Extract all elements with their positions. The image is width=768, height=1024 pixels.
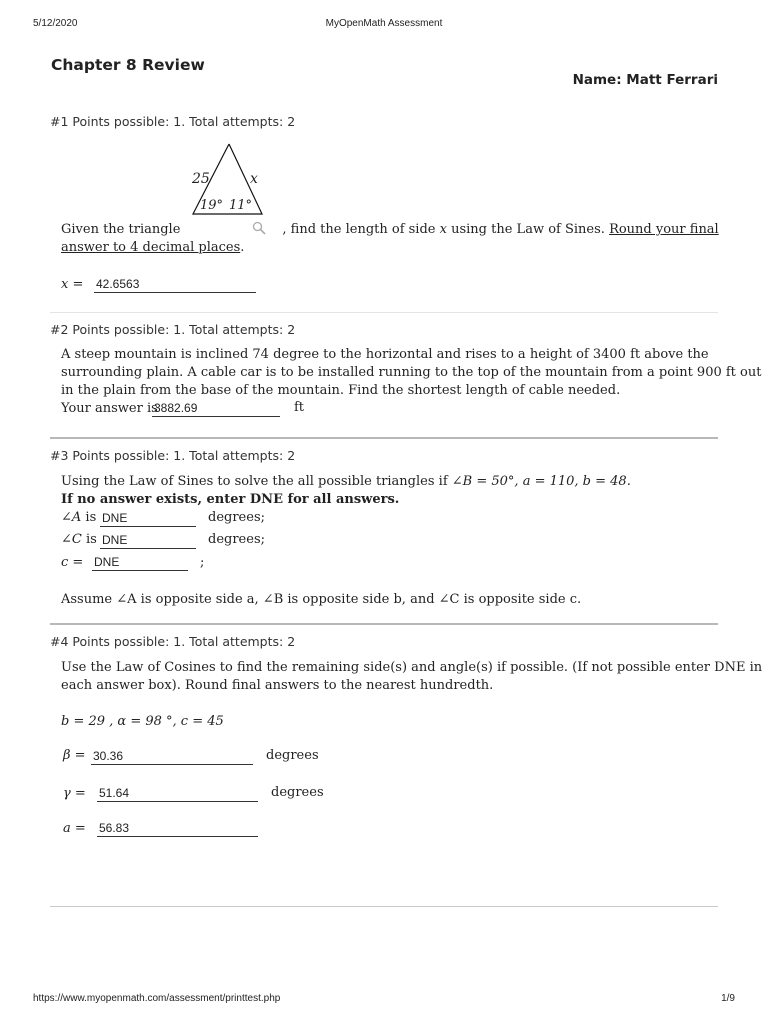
q4-degrees: degrees [266,748,319,763]
q3-assume: Assume ∠A is opposite side a, ∠B is opposite side b, and ∠C is opposite side c. [61,592,582,607]
q3-semicolon: ; [200,555,205,570]
triangle-angle-right: 11° [229,198,253,213]
q1-prompt-line2 [61,239,244,257]
q4-beta-field[interactable]: 30.36 [91,749,253,765]
page-number: 1/9 [721,993,735,1004]
q3-side-c-label: c = [61,555,84,570]
divider [50,623,718,625]
q2-unit: ft [294,400,305,415]
q1-answer-label: x = [61,277,84,292]
q4-line-2: each answer box). Round final answers to the nearest hundredth. [61,678,494,693]
q1-text: using the Law of Sines. [451,222,605,237]
divider [50,312,718,313]
triangle-side-left: 25 [192,171,210,187]
q2-line-1: A steep mountain is inclined 74 degree to the horizontal and rises to a height of 3400 ft above the [61,347,709,362]
q1-prompt-line1 [61,221,719,239]
student-name-row [573,72,718,88]
q3-angle-a-field[interactable]: DNE [100,511,196,527]
q3-degrees: degrees; [208,510,265,525]
q2-answer-field[interactable]: 3882.69 [152,401,280,417]
q1-text-underlined: Round your final [609,222,719,237]
q4-header: #4 Points possible: 1. Total attempts: 2 [50,634,296,649]
q3-angle-c-field[interactable]: DNE [100,533,196,549]
q2-header: #2 Points possible: 1. Total attempts: 2 [50,322,296,337]
q3-given: ∠B = 50°, a = 110, b = 48. [451,474,631,489]
q3-angle-a: ∠A [61,510,82,525]
page-title: Chapter 8 Review [51,56,205,74]
triangle-angle-left: 19° [200,198,224,213]
q3-degrees: degrees; [208,532,265,547]
q1-text-underlined: answer to 4 decimal places [61,240,241,255]
q1-text: Given the triangle [61,222,181,237]
q3-note: If no answer exists, enter DNE for all answers. [61,492,400,507]
divider [50,906,718,907]
q4-side-a-field[interactable]: 56.83 [97,821,258,837]
triangle-side-right: x [250,171,258,187]
print-date: 5/12/2020 [33,18,78,29]
q1-header: #1 Points possible: 1. Total attempts: 2 [50,114,296,129]
q4-line-1: Use the Law of Cosines to find the remaining side(s) and angle(s) if possible. (If not possible enter DNE in [61,660,763,675]
student-name: Matt Ferrari [626,72,718,88]
q4-beta-label: β = [63,748,86,763]
q1-answer-field[interactable]: 42.6563 [94,277,256,293]
print-header-title: MyOpenMath Assessment [325,18,443,29]
name-label: Name: [572,72,622,88]
q4-side-a-label: a = [63,821,86,836]
q3-is: is [85,532,97,547]
q3-angle-c: ∠C [61,532,82,547]
q4-given: b = 29 , α = 98 °, c = 45 [61,714,224,729]
q1-text: , find the length of side [282,222,436,237]
q3-header: #3 Points possible: 1. Total attempts: 2 [50,448,296,463]
q4-gamma-field[interactable]: 51.64 [97,786,258,802]
q3-prompt [61,473,631,491]
q4-degrees: degrees [271,785,324,800]
q3-angle-c-label [61,532,97,547]
print-url: https://www.myopenmath.com/assessment/printtest.php [33,993,281,1004]
q3-side-c-field[interactable]: DNE [92,555,188,571]
q3-prompt-text: Using the Law of Sines to solve the all possible triangles if [61,474,448,489]
q3-angle-a-label [61,510,96,525]
q1-text: . [240,240,245,255]
q2-answer-label: Your answer is [61,401,158,416]
q4-gamma-label: γ = [63,786,86,801]
q2-line-3: in the plain from the base of the mountain. Find the shortest length of cable needed. [61,383,621,398]
q3-is: is [85,510,97,525]
q1-var: x [439,222,447,237]
q2-line-2: surrounding plain. A cable car is to be installed running to the top of the mountain from a point 900 ft out [61,365,762,380]
divider [50,437,718,439]
